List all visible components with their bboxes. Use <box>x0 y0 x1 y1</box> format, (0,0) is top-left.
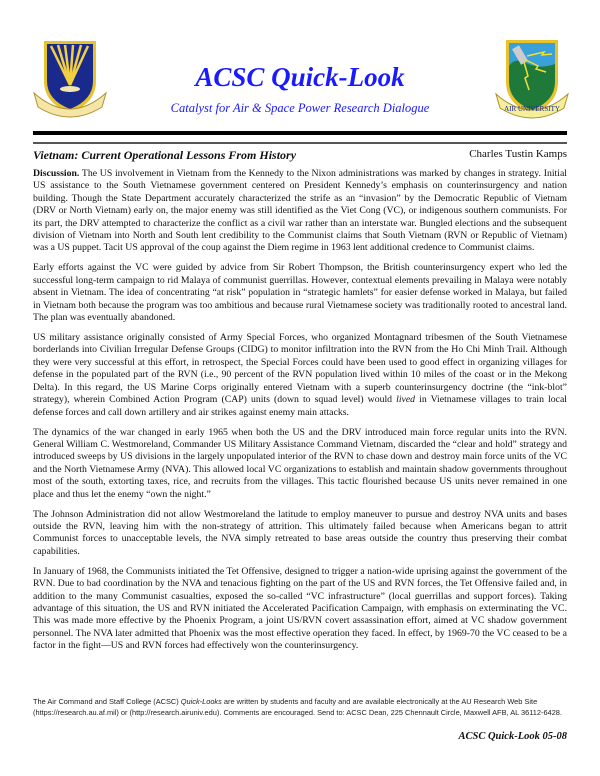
paragraph: The dynamics of the war changed in early 1965 when both the US and the DRV introduced main force regular units into the RVN. General William C. Westmoreland, Commander US Military Assistance Command Vietnam, discarded the “clear and hold” strategy and introduced sweeps by US divisions in the largely unpopulated interior of the RVN to chase down and destroy main force units of the VC and the North Vietnamese Army (NVA). This allowed local VC organizations to establish and maintain shadow governments throughout most of the south, extorting taxes, rice, and recruits from the villages. This tactic flourished because US units never remained in one place and thus let the enemy “own the night.” <box>33 426 567 500</box>
article-author: Charles Tustin Kamps <box>469 148 567 160</box>
header-divider-thick <box>33 131 567 135</box>
paragraph: US military assistance originally consisted of Army Special Forces, who organized Montagnard tribesmen of the South Vietnamese borderlands into Civilian Irregular Defense Groups (CIDG) to monitor infiltration into the RVN from the Ho Chi Minh Trail. Although they were very successful at this effort, in retrospect, the Special Forces could have been used to good effect in organizing villages for defense in the populated part of the RVN (i.e., 90 percent of the RVN population lived within 10 miles of the coast or in the Mekong Delta). In this regard, the US Marine Corps originally entered Vietnam with a superb counterinsurgency doctrine (the “ink-blot” strategy), wherein Combined Action Program (CAP) units (down to squad level) would lived in Vietnamese villages to train local defense forces and call down artillery and air strikes against enemy main attacks. <box>33 332 567 418</box>
paragraph: In January of 1968, the Communists initiated the Tet Offensive, designed to trigger a nation-wide uprising against the government of the RVN. Due to bad coordination by the NVA and tenacious fighting on the part of the US and RVN forces, the Tet Offensive failed and, in addition to the many Communist casualties, exposed the so-called “VC infrastructure” (local guerrillas and support forces). Taking advantage of this situation, the US and RVN initiated the Accelerated Pacification Campaign, with emphasis on exterminating the VC. This was made more effective by the Phoenix Program, a joint US/RVN covert assassination effort, aimed at VC shadow government personnel. The NVA later admitted that Phoenix was the most effective operation they faced. In effect, by 1969-70 the VC ceased to be a factor in the fight—US and RVN forces had effectively won the counterinsurgency. <box>33 565 567 652</box>
paragraph: Discussion. The US involvement in Vietnam from the Kennedy to the Nixon administrations was marked by changes in strategy. Initial US assistance to the South Vietnamese government centered on President Kennedy’s emphasis on counterinsurgency and nation building. Though the State Department accurately characterized the strife as an “invasion” by the Democratic Republic of Vietnam (DRV or North Vietnam) early on, the major enemy was still identified as the Viet Cong (VC), or indigenous southern communists. For its part, the DRV attempted to characterize the conflict as a civil war rather than an interstate war. Bungled elections and the subsequent division of Vietnam into North and South lent credibility to the Communist claims that South Vietnam (RVN or Republic of Vietnam) was a US puppet. Tacit US approval of the coup against the Diem regime in 1963 lent additional credence to Communist claims. <box>33 168 567 254</box>
article-body <box>33 168 567 660</box>
paragraph: The Johnson Administration did not allow Westmoreland the latitude to employ maneuver to pursue and destroy NVA units and bases outside the RVN, leaving him with the non-strategy of attrition. This ultimately failed because when Americans began to attrit Communist forces to unacceptable levels, the NVA simply retreated to base areas outside the country thus preserving their combat capabilities. <box>33 508 567 557</box>
section-lead: Discussion. <box>33 168 80 179</box>
air-university-ribbon-text: AIR UNIVERSITY <box>504 105 560 113</box>
publication-title: ACSC Quick-Look <box>195 62 405 92</box>
header-divider-thin <box>33 142 567 144</box>
footer-note: The Air Command and Staff College (ACSC) Quick-Looks are written by students and faculty and are available electronically at the AU Research Web Site (https://research.au.af.mil) or (http://research.airuniv.edu). Comments are encouraged. Send to: ACSC Dean, 225 Chennault Circle, Maxwell AFB, AL 36112-6428. <box>33 697 562 717</box>
paragraph: Early efforts against the VC were guided by advice from Sir Robert Thompson, the British counterinsurgency expert who led the successful long-term campaign to rid Malaya of communist guerrillas. However, contextual elements prevailing in Malaya were notably absent in Vietnam. The idea of concentrating “at risk” population in “strategic hamlets” for easier defense worked in Malaya, but failed in Vietnam both because the program was too ambitious and because rural Vietnamese society was traditionally rooted to ancestral land. The plan was eventually abandoned. <box>33 262 567 324</box>
publication-subtitle: Catalyst for Air & Space Power Research Dialogue <box>170 101 430 115</box>
issue-number: ACSC Quick-Look 05-08 <box>458 731 567 742</box>
article-title: Vietnam: Current Operational Lessons From History <box>33 148 297 162</box>
